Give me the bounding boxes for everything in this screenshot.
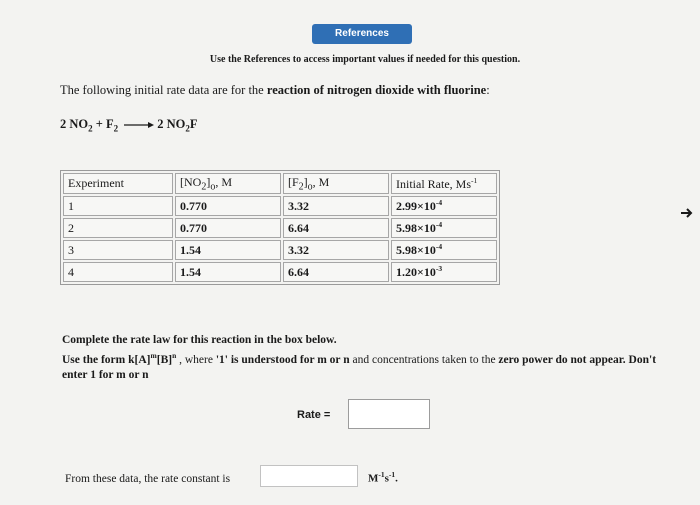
header-no2-o: o <box>210 181 216 193</box>
instructions-use-form: Use the form <box>62 353 129 366</box>
chemical-equation <box>60 117 198 134</box>
rate-constant-label: From these data, the rate constant is <box>65 473 231 485</box>
mouse-cursor-icon <box>680 206 694 220</box>
header-experiment: Experiment <box>63 173 173 194</box>
rate-data-table <box>60 170 500 285</box>
header-no2-unit: , M <box>215 175 232 189</box>
table-row <box>63 240 497 260</box>
intro-emphasis: reaction of nitrogen dioxide with fluorine <box>266 83 487 97</box>
equation-product-sub: 2 <box>185 123 190 134</box>
rate-law-form-b: [B] <box>156 353 173 366</box>
rate-law-input[interactable] <box>348 399 430 429</box>
rate-law-m: m <box>150 351 157 360</box>
units-m-exp: -1 <box>378 470 385 479</box>
header-no2-sub: 2 <box>201 181 207 193</box>
cell-no2: 0.770 <box>175 218 281 238</box>
references-button[interactable]: References <box>312 24 412 44</box>
cell-f2: 3.32 <box>283 240 389 260</box>
equation-product: 2 NO <box>157 117 186 131</box>
cell-experiment: 4 <box>63 262 173 282</box>
instructions-line1 <box>62 333 677 348</box>
rate-law-n: n <box>172 351 177 360</box>
header-f2 <box>283 173 389 194</box>
header-no2-tail: ] <box>206 175 211 189</box>
instructions-where: , where <box>176 353 216 366</box>
cell-no2: 1.54 <box>175 240 281 260</box>
instructions-line2 <box>62 348 677 383</box>
table-row <box>63 196 497 216</box>
question-intro <box>60 83 490 98</box>
reaction-arrow-icon <box>123 120 155 130</box>
table-header-row <box>63 173 497 194</box>
instructions-complete: Complete <box>62 334 110 346</box>
instructions-understood: '1' is understood for m or n <box>215 353 350 366</box>
header-initial-rate <box>391 173 497 194</box>
table-row <box>63 262 497 282</box>
intro-suffix: : <box>486 83 490 97</box>
header-f2-unit: , M <box>312 175 330 189</box>
cell-rate-exp: -4 <box>435 220 443 230</box>
header-f2-tail: ] <box>303 175 308 189</box>
cell-experiment: 1 <box>63 196 173 216</box>
instructions-concentrations: and concentrations taken to the <box>349 353 499 366</box>
rate-law-form: k[A] <box>128 353 151 366</box>
header-rate-exp: -1 <box>471 175 478 185</box>
equation-reactant2-sub: 2 <box>113 123 119 134</box>
units-s-exp: -1 <box>388 470 396 479</box>
cell-rate <box>391 196 497 216</box>
cell-f2: 6.64 <box>283 218 389 238</box>
equation-reactant1: 2 NO <box>60 117 89 131</box>
cell-rate-base: 5.98×10 <box>396 221 436 236</box>
cell-rate <box>391 218 497 238</box>
cell-rate-base: 5.98×10 <box>396 243 436 258</box>
header-f2-label: [F <box>288 175 299 189</box>
header-no2 <box>175 173 281 194</box>
references-note: Use the References to access important values if needed for this question. <box>209 54 521 65</box>
table-row <box>63 218 497 238</box>
cell-rate <box>391 240 497 260</box>
header-rate-label: Initial Rate, Ms <box>396 176 471 191</box>
cell-experiment: 2 <box>63 218 173 238</box>
cell-rate-exp: -4 <box>435 242 443 252</box>
cell-no2: 1.54 <box>175 262 281 282</box>
intro-prefix: The following initial rate data are for the <box>60 83 267 97</box>
rate-constant-input[interactable] <box>260 465 358 487</box>
header-f2-sub: 2 <box>298 181 304 193</box>
cell-f2: 6.64 <box>283 262 389 282</box>
instructions-zero-power: zero power do not appear. Don't enter 1 for m or n <box>62 353 657 381</box>
instructions <box>62 333 677 383</box>
rate-label: Rate = <box>297 409 331 421</box>
header-no2-label: [NO <box>180 175 202 189</box>
instructions-line1-rest: the rate law for this reaction in the box below. <box>109 334 337 346</box>
rate-constant-units <box>368 470 398 485</box>
units-s: s <box>384 472 389 485</box>
header-f2-o: o <box>307 181 313 193</box>
equation-product-tail: F <box>189 117 198 131</box>
cell-f2: 3.32 <box>283 196 389 216</box>
units-m: M <box>368 472 379 485</box>
cell-rate-exp: -4 <box>435 198 443 208</box>
cell-rate-base: 2.99×10 <box>396 199 436 214</box>
cell-rate <box>391 262 497 282</box>
equation-reactant1-sub: 2 <box>88 123 93 134</box>
cell-experiment: 3 <box>63 240 173 260</box>
units-period: . <box>395 472 398 485</box>
cell-no2: 0.770 <box>175 196 281 216</box>
cell-rate-exp: -3 <box>435 264 443 274</box>
equation-plus-f: + F <box>92 117 114 131</box>
cell-rate-base: 1.20×10 <box>396 265 436 280</box>
